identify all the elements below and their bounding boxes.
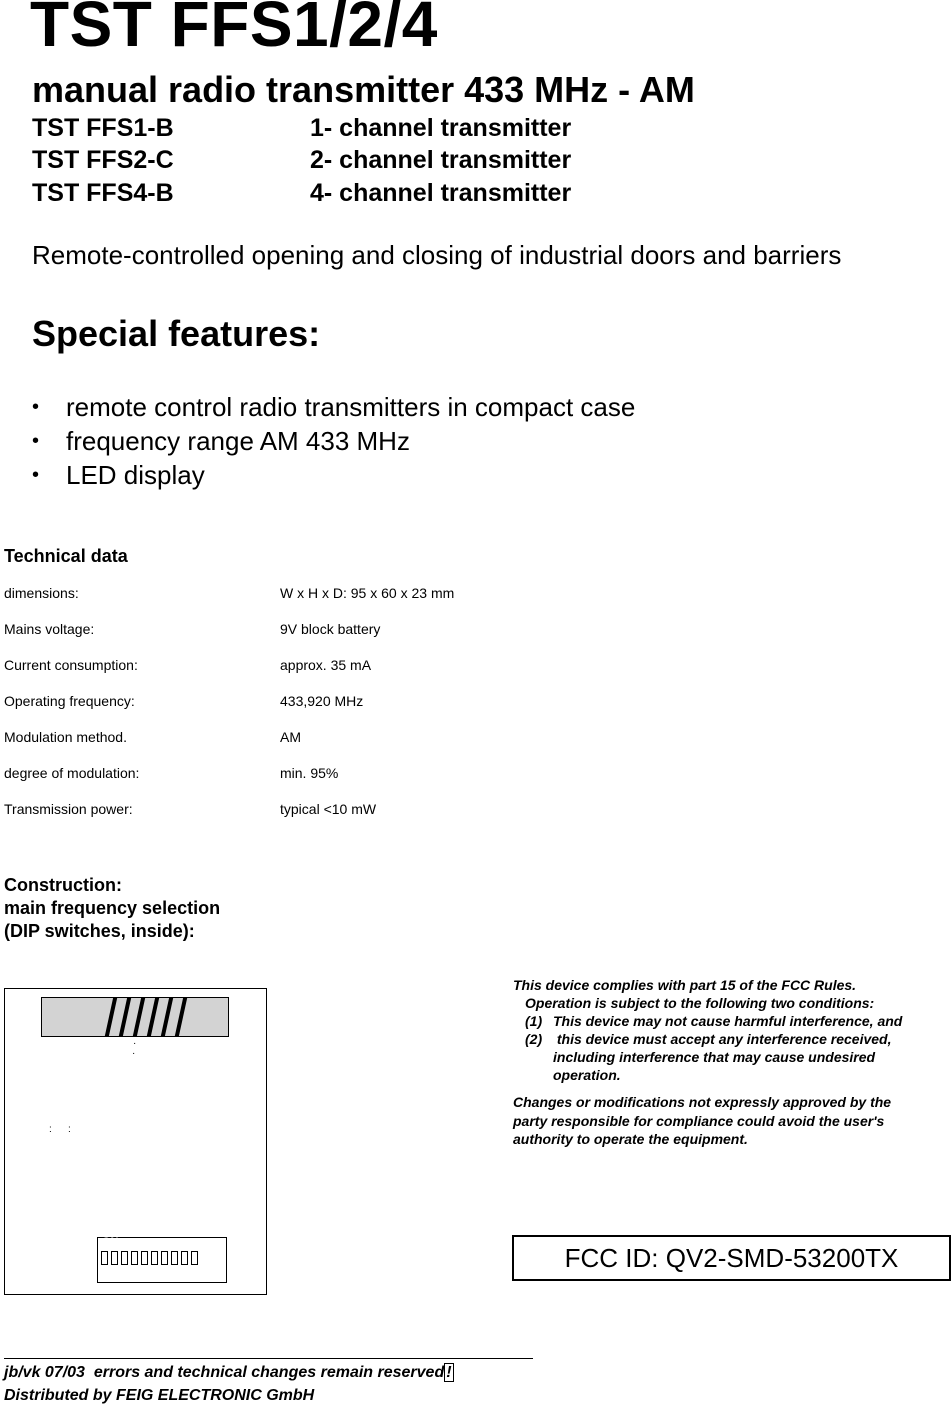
led-display: [41, 997, 229, 1037]
dip-number: 7: [175, 1265, 183, 1277]
intro-text: Remote-controlled opening and closing of industrial doors and barriers: [32, 240, 842, 270]
dip-switch-row: [101, 1251, 198, 1265]
dip-number: 3: [127, 1265, 135, 1277]
spec-value: min. 95%: [280, 765, 339, 781]
dip-number: 5: [151, 1265, 159, 1277]
dip-switch[interactable]: [121, 1251, 128, 1265]
construction-line: (DIP switches, inside):: [4, 921, 195, 941]
diagram-mark: :: [49, 1124, 52, 1135]
spec-value: typical <10 mW: [280, 801, 377, 817]
footer-line: [4, 1362, 454, 1384]
dip-switch[interactable]: [131, 1251, 138, 1265]
dip-number: 10: [210, 1265, 224, 1277]
condition-number: (2): [525, 1031, 543, 1047]
dip-number: 6: [163, 1265, 171, 1277]
condition-text: operation.: [553, 1067, 621, 1083]
dip-switch[interactable]: [191, 1251, 198, 1265]
footer-distributor: Distributed by FEIG ELECTRONIC GmbH: [4, 1387, 315, 1404]
dip-number: 4: [139, 1265, 147, 1277]
fcc-line: This device complies with part 15 of the FCC Rules.: [513, 977, 857, 993]
list-item: [32, 458, 635, 492]
spec-value: W x H x D: 95 x 60 x 23 mm: [280, 585, 455, 601]
spec-value: 433,920 MHz: [280, 693, 364, 709]
footer-note: jb/vk 07/03 errors and technical changes remain reserved: [4, 1364, 445, 1381]
spec-label: Current consumption:: [4, 657, 138, 673]
construction-line: main frequency selection: [4, 898, 221, 918]
spec-value: 9V block battery: [280, 621, 381, 637]
features-list: [32, 390, 635, 492]
diagram-mark: ·: [133, 1038, 137, 1049]
dip-number: 2: [115, 1265, 123, 1277]
construction-heading: [4, 874, 220, 943]
features-heading: Special features:: [32, 313, 321, 354]
diagram-mark: ·: [132, 1048, 136, 1059]
bullet-icon: •: [32, 429, 40, 452]
fcc-id-text: FCC ID: QV2-SMD-53200TX: [564, 1242, 899, 1273]
spec-label: degree of modulation:: [4, 765, 140, 781]
dip-switch-numbers: [101, 1265, 225, 1277]
bullet-icon: •: [32, 463, 40, 486]
spec-label: Mains voltage:: [4, 621, 95, 637]
dip-switch-block: [97, 1237, 227, 1283]
document-subtitle: manual radio transmitter 433 MHz - AM: [32, 69, 695, 110]
dip-number: 8: [187, 1265, 195, 1277]
model-description: 4- channel transmitter: [310, 179, 572, 207]
spec-label: Modulation method.: [4, 729, 127, 745]
list-item: [32, 390, 635, 424]
document-title: TST FFS1/2/4: [30, 0, 438, 60]
bullet-icon: •: [32, 395, 40, 418]
display-hatch-graphic: [42, 998, 228, 1036]
footer-divider: [4, 1358, 533, 1359]
condition-text: This device may not cause harmful interference, and: [553, 1013, 903, 1029]
model-description: 1- channel transmitter: [310, 114, 572, 142]
dip-switch[interactable]: [101, 1251, 108, 1265]
dip-switch[interactable]: [171, 1251, 178, 1265]
spec-value: AM: [280, 729, 301, 745]
spec-label: dimensions:: [4, 585, 79, 601]
model-code: TST FFS4-B: [32, 179, 174, 207]
dip-number: 9: [199, 1265, 207, 1277]
condition-number: (1): [525, 1013, 543, 1029]
fcc-condition: [513, 1012, 902, 1030]
fcc-id-label: [512, 1235, 951, 1281]
spec-label: Operating frequency:: [4, 693, 135, 709]
fcc-statement: [513, 976, 902, 1084]
notice-line: Changes or modifications not expressly approved by the: [513, 1094, 892, 1110]
diagram-mark: :: [68, 1124, 71, 1135]
fcc-changes-notice: [513, 1093, 891, 1149]
condition-text: this device must accept any interference received,: [553, 1031, 892, 1047]
spec-value: approx. 35 mA: [280, 657, 372, 673]
dip-switch[interactable]: [111, 1251, 118, 1265]
model-description: 2- channel transmitter: [310, 146, 572, 174]
notice-line: authority to operate the equipment.: [513, 1131, 748, 1147]
condition-text: including interference that may cause undesired: [553, 1049, 876, 1065]
feature-text: LED display: [66, 459, 205, 490]
dip-switch[interactable]: [141, 1251, 148, 1265]
construction-line: Construction:: [4, 875, 122, 895]
notice-line: party responsible for compliance could avoid the user's: [513, 1112, 885, 1129]
dip-on-label: ON: [102, 1236, 119, 1248]
dip-number: 1: [103, 1265, 111, 1277]
model-code: TST FFS2-C: [32, 146, 174, 174]
fcc-condition: [513, 1030, 902, 1048]
feature-text: frequency range AM 433 MHz: [66, 425, 410, 456]
feature-text: remote control radio transmitters in compact case: [66, 391, 636, 422]
fcc-line: Operation is subject to the following two conditions:: [525, 995, 875, 1011]
model-code: TST FFS1-B: [32, 114, 174, 142]
dip-switch[interactable]: [181, 1251, 188, 1265]
spec-label: Transmission power:: [4, 801, 133, 817]
footer-exclamation: !: [446, 1364, 452, 1381]
dip-switch[interactable]: [151, 1251, 158, 1265]
device-diagram: [4, 988, 267, 1295]
technical-data-heading: Technical data: [4, 546, 128, 566]
list-item: [32, 424, 635, 458]
dip-switch[interactable]: [161, 1251, 168, 1265]
